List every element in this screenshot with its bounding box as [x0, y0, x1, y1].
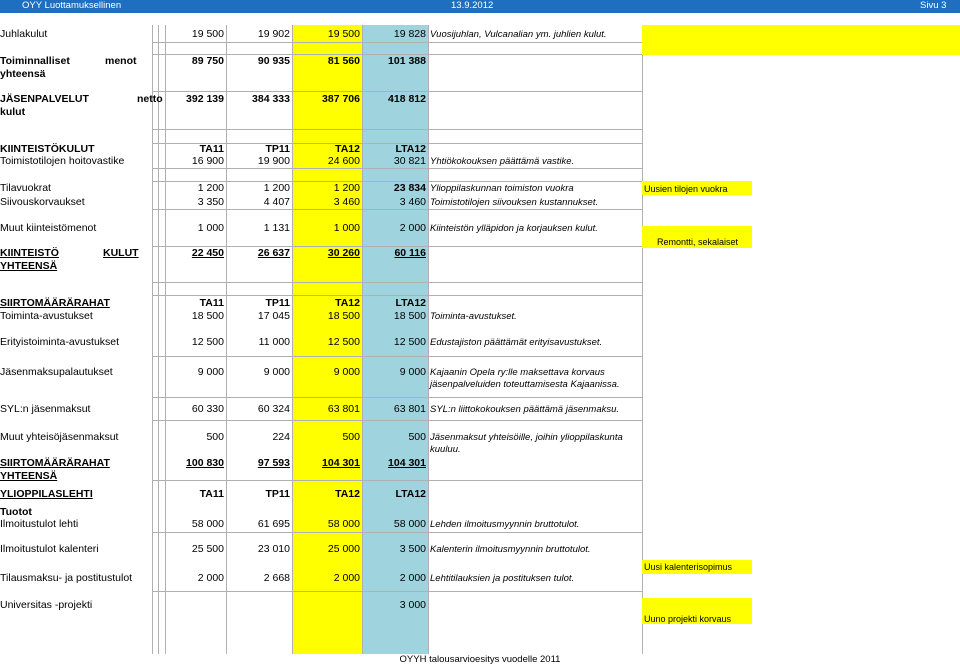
row-label: Muut kiinteistömenot — [0, 222, 97, 234]
value-ta11: 1 200 — [197, 182, 224, 194]
value-lta12: 3 460 — [399, 196, 426, 208]
value-tp11: 19 902 — [257, 28, 290, 40]
grid-line — [152, 282, 642, 283]
value-tp11: 60 324 — [257, 403, 290, 415]
row-label: Muut yhteisöjäsenmaksut — [0, 431, 119, 443]
value-lta12: 30 821 — [393, 155, 426, 167]
grid-line — [152, 91, 642, 92]
value-ta12: 25 000 — [327, 543, 360, 555]
row-label: Tilausmaksu- ja postitustulot — [0, 572, 133, 584]
value-ta11: 18 500 — [191, 310, 224, 322]
value-tp11: 4 407 — [263, 196, 290, 208]
value-ta12: 2 000 — [333, 572, 360, 584]
value-ta12: 3 460 — [333, 196, 360, 208]
grid-line — [152, 209, 642, 210]
grid-line — [158, 25, 159, 654]
value-tp11: 90 935 — [257, 55, 290, 67]
grid-line — [152, 532, 642, 533]
value-lta12: 3 000 — [399, 599, 426, 611]
value-ta11: 392 139 — [186, 93, 224, 105]
total-label: Toiminnalliset — [0, 55, 70, 67]
row-note: Yhtiökokouksen päättämä vastike. — [430, 156, 575, 167]
value-ta12: 387 706 — [322, 93, 360, 105]
value-ta11: 3 350 — [197, 196, 224, 208]
value-lta12: 18 500 — [393, 310, 426, 322]
row-note: Kalenterin ilmoitusmyynnin bruttotulot. — [430, 544, 591, 555]
value-ta11: 58 000 — [191, 518, 224, 530]
side-comment: Remontti, sekalaiset — [657, 237, 739, 247]
value-ta12: 18 500 — [327, 310, 360, 322]
value-ta11: 60 330 — [191, 403, 224, 415]
total-label: kulut — [0, 106, 26, 118]
total-label: SIIRTOMÄÄRÄRAHAT — [0, 457, 110, 469]
value-tp11: 2 668 — [263, 572, 290, 584]
value-ta11: 500 — [206, 431, 224, 443]
col-header: TA11 — [199, 143, 224, 155]
value-ta11: 9 000 — [197, 366, 224, 378]
value-ta11: 89 750 — [191, 55, 224, 67]
value-ta11: 19 500 — [191, 28, 224, 40]
value-lta12: 101 388 — [388, 55, 426, 67]
value-tp11: 61 695 — [257, 518, 290, 530]
value-ta11: 100 830 — [186, 457, 224, 469]
row-note: SYL:n liittokokouksen päättämä jäsenmaksu. — [430, 404, 620, 415]
value-ta12: 19 500 — [327, 28, 360, 40]
row-note: Kiinteistön ylläpidon ja korjauksen kulut. — [430, 223, 598, 234]
value-lta12: 19 828 — [393, 28, 426, 40]
value-ta12: 104 301 — [322, 457, 360, 469]
grid-line — [152, 129, 642, 130]
value-tp11: 97 593 — [257, 457, 290, 469]
value-lta12: 104 301 — [388, 457, 426, 469]
value-lta12: 63 801 — [393, 403, 426, 415]
col-header: LTA12 — [395, 143, 426, 155]
value-tp11: 23 010 — [257, 543, 290, 555]
grid-line — [292, 25, 293, 654]
row-label: SYL:n jäsenmaksut — [0, 403, 91, 415]
value-tp11: 1 200 — [263, 182, 290, 194]
value-ta12: 24 600 — [327, 155, 360, 167]
header-date: 13.9.2012 — [451, 0, 494, 11]
row-label: Toimistotilojen hoitovastike — [0, 155, 125, 167]
grid-line — [152, 168, 642, 169]
value-tp11: 19 900 — [257, 155, 290, 167]
highlight-cell — [642, 25, 960, 55]
total-label: KIINTEISTÖ — [0, 247, 59, 259]
grid-line — [152, 356, 642, 357]
value-tp11: 26 637 — [257, 247, 290, 259]
value-ta12: 1 000 — [333, 222, 360, 234]
total-label: netto — [137, 93, 163, 105]
row-note: Jäsenmaksut yhteisöille, joihin ylioppilaskunta — [430, 432, 623, 443]
value-lta12: 418 812 — [388, 93, 426, 105]
value-tp11: 1 131 — [263, 222, 290, 234]
value-ta12: 500 — [342, 431, 360, 443]
value-tp11: 384 333 — [252, 93, 290, 105]
row-label: Siivouskorvaukset — [0, 196, 85, 208]
grid-line — [152, 480, 642, 481]
total-label: yhteensä — [0, 68, 46, 80]
grid-line — [152, 591, 642, 592]
value-ta11: 25 500 — [191, 543, 224, 555]
value-ta11: 16 900 — [191, 155, 224, 167]
col-header: TA12 — [335, 488, 360, 500]
header-left: OYY Luottamuksellinen — [22, 0, 122, 11]
row-note: jäsenpalveluiden toteuttamisesta Kajaanissa. — [430, 379, 620, 390]
side-comment: Uusien tilojen vuokra — [644, 184, 728, 194]
side-comment: Uuno projekti korvaus — [644, 614, 732, 624]
value-lta12: 60 116 — [394, 247, 426, 259]
grid-line — [428, 25, 429, 654]
row-label: Ilmoitustulot kalenteri — [0, 543, 99, 555]
total-label: KULUT — [103, 247, 139, 259]
value-ta12: 1 200 — [333, 182, 360, 194]
value-ta11: 22 450 — [191, 247, 224, 259]
header-page: Sivu 3 — [920, 0, 947, 11]
value-ta11: 2 000 — [197, 572, 224, 584]
section-heading: KIINTEISTÖKULUT — [0, 143, 95, 155]
total-label: YHTEENSÄ — [0, 470, 58, 482]
value-lta12: 500 — [408, 431, 426, 443]
total-label: JÄSENPALVELUT — [0, 93, 89, 105]
subsection-heading: Tuotot — [0, 506, 32, 518]
col-header: TA11 — [199, 488, 224, 500]
value-lta12: 12 500 — [393, 336, 426, 348]
row-note: Vuosijuhlan, Vulcanalian ym. juhlien kulut. — [430, 29, 607, 40]
value-ta12: 30 260 — [327, 247, 360, 259]
value-tp11: 11 000 — [258, 336, 290, 348]
row-note: Toiminta-avustukset. — [430, 311, 517, 322]
row-note: Toimistotilojen siivouksen kustannukset. — [430, 197, 599, 208]
value-lta12: 3 500 — [399, 543, 426, 555]
value-lta12: 2 000 — [399, 572, 426, 584]
row-label: Ilmoitustulot lehti — [0, 518, 79, 530]
row-note: Lehden ilmoitusmyynnin bruttotulot. — [430, 519, 580, 530]
value-ta11: 12 500 — [191, 336, 224, 348]
col-header: TA12 — [335, 297, 360, 309]
total-label: YHTEENSÄ — [0, 260, 58, 272]
section-heading: YLIOPPILASLEHTI — [0, 488, 93, 500]
col-header: TP11 — [265, 297, 290, 309]
value-ta12: 58 000 — [327, 518, 360, 530]
grid-line — [152, 420, 642, 421]
value-lta12: 58 000 — [393, 518, 426, 530]
grid-line — [152, 42, 642, 43]
row-label: Jäsenmaksupalautukset — [0, 366, 113, 378]
total-label: menot — [105, 55, 137, 67]
row-note: Lehtitilauksien ja postituksen tulot. — [430, 573, 575, 584]
value-ta12: 9 000 — [333, 366, 360, 378]
value-ta12: 63 801 — [327, 403, 360, 415]
value-ta12: 12 500 — [327, 336, 360, 348]
row-label: Erityistoiminta-avustukset — [0, 336, 120, 348]
value-lta12: 2 000 — [399, 222, 426, 234]
grid-line — [152, 25, 153, 654]
section-heading: SIIRTOMÄÄRÄRAHAT — [0, 297, 110, 309]
side-comment: Uusi kalenterisopimus — [644, 562, 733, 572]
col-header: TP11 — [265, 488, 290, 500]
row-note: kuuluu. — [430, 444, 461, 455]
row-note: Kajaanin Opela ry:lle maksettava korvaus — [430, 367, 605, 378]
value-lta12: 9 000 — [399, 366, 426, 378]
col-header: TA11 — [199, 297, 224, 309]
row-label: Tilavuokrat — [0, 182, 51, 194]
value-tp11: 17 045 — [257, 310, 290, 322]
col-header: TA12 — [335, 143, 360, 155]
row-label: Juhlakulut — [0, 28, 48, 40]
value-ta11: 1 000 — [197, 222, 224, 234]
grid-line — [152, 295, 642, 296]
col-header: LTA12 — [395, 297, 426, 309]
col-header: LTA12 — [395, 488, 426, 500]
row-note: Edustajiston päättämät erityisavustukset. — [430, 337, 603, 348]
page-header — [0, 0, 960, 13]
row-label: Toiminta-avustukset — [0, 310, 93, 322]
value-tp11: 9 000 — [263, 366, 290, 378]
row-note: Ylioppilaskunnan toimiston vuokra — [430, 183, 574, 194]
row-label: Universitas -projekti — [0, 599, 93, 611]
value-lta12: 23 834 — [393, 182, 426, 194]
page-footer: OYYH talousarvioesitys vuodelle 2011 — [399, 654, 561, 665]
value-tp11: 224 — [272, 431, 290, 443]
col-header: TP11 — [265, 143, 290, 155]
value-ta12: 81 560 — [327, 55, 360, 67]
grid-line — [152, 397, 642, 398]
